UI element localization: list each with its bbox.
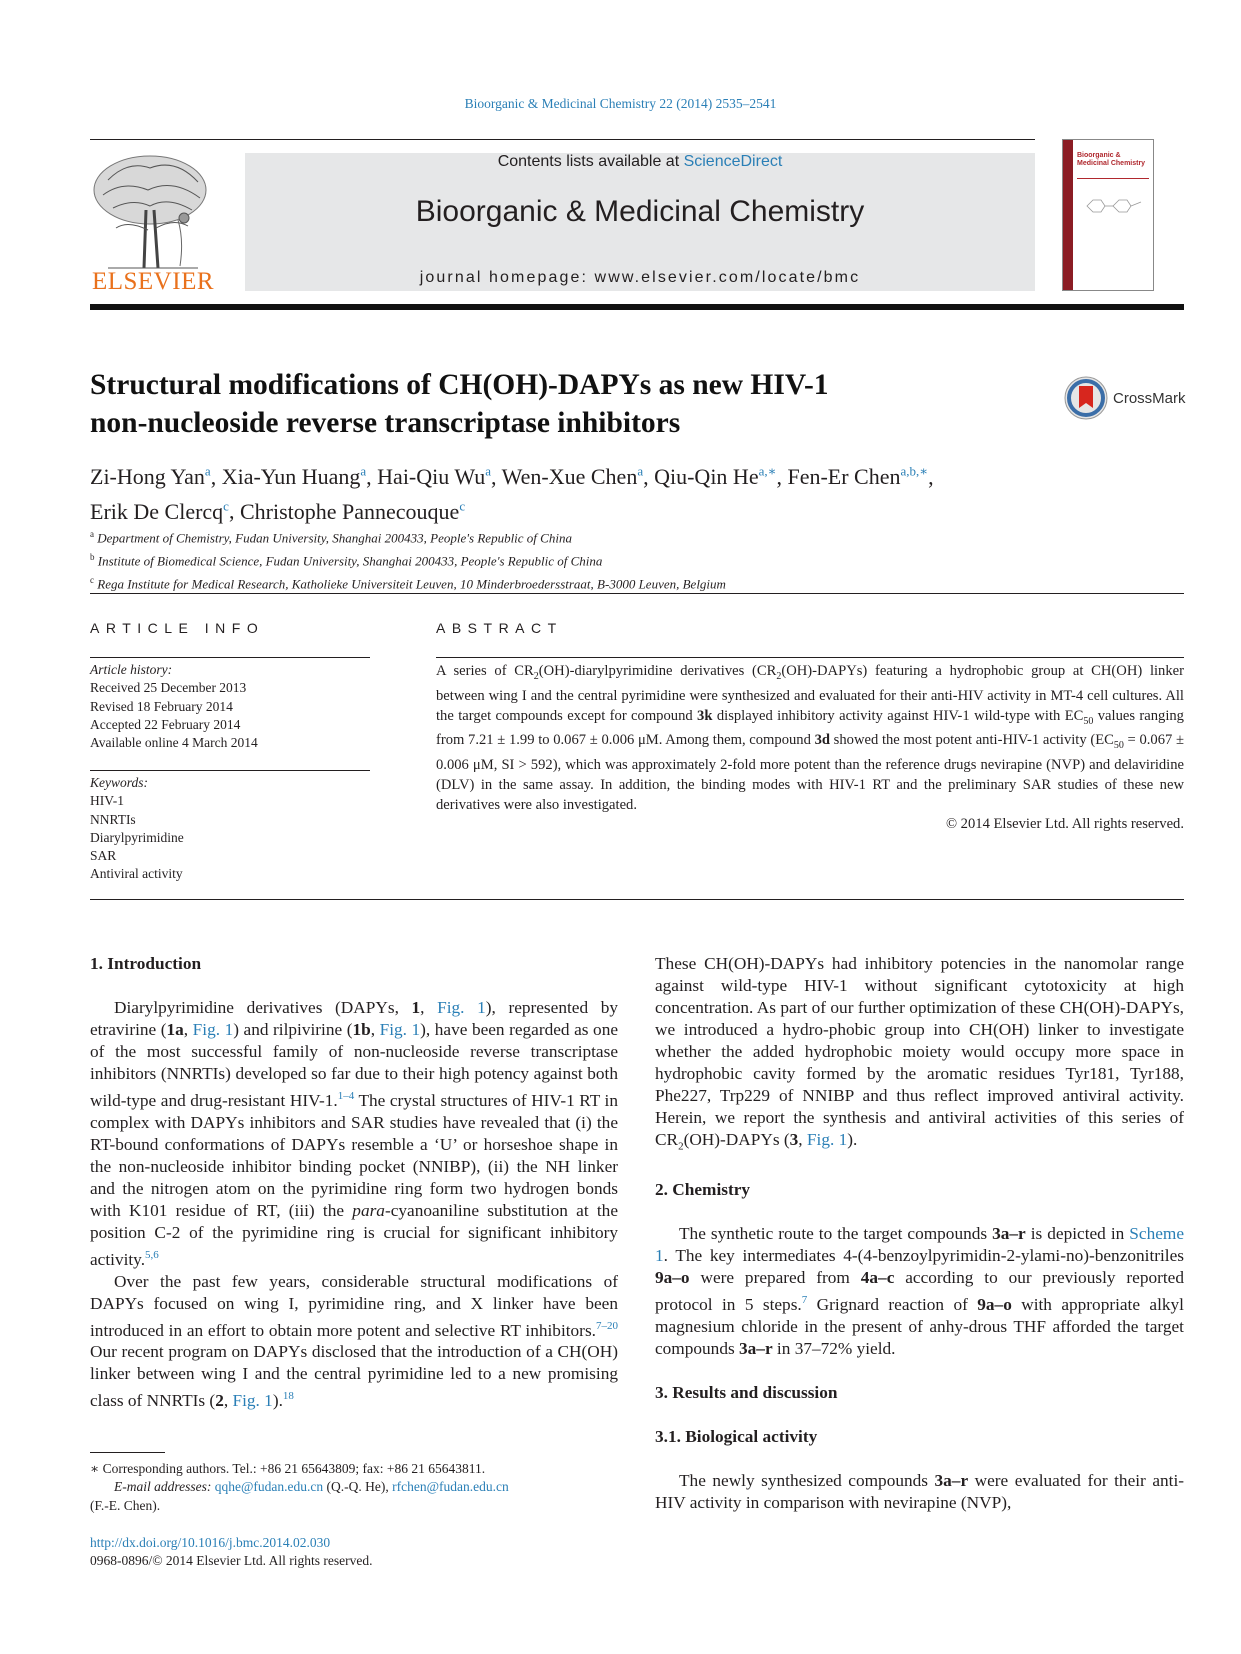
reference-link[interactable]: 7 xyxy=(801,1294,808,1307)
author-affiliation-mark[interactable]: a xyxy=(485,464,492,479)
author-affiliation-mark[interactable]: a,∗ xyxy=(758,464,777,479)
intro-paragraph-3: These CH(OH)-DAPYs had inhibitory potencies in the nanomolar range against wild-type HIV-1 without significant cytotoxicity at high concentration. As part of our further optimization of these CH(OH)-DAPYs, we introduced a hydro-phobic group into CH(OH) linker to investigate whether the added hydrophobic moiety would occupy more space in hydrophobic cavity formed by the aromatic residues Tyr181, Tyr188, Phe227, Trp229 of NNIBP and thus reflect improved antiviral activity. Herein, we report the synthesis and antiviral activities of this series of $CR_2(OH)$-DAPYs (3, Fig. 1). xyxy=(655,954,1184,1153)
reference-link[interactable]: 1–4 xyxy=(337,1090,355,1102)
history-label: Article history: xyxy=(90,662,173,677)
keywords-rule xyxy=(90,770,370,771)
article-title-line-2: non-nucleoside reverse transcriptase inhibitors xyxy=(90,407,681,439)
figure-1-link[interactable]: Fig. 1 xyxy=(232,1391,273,1411)
reference-link[interactable]: 5,6 xyxy=(145,1248,159,1261)
article-info-rule xyxy=(90,657,370,658)
header-thick-rule xyxy=(90,304,1184,310)
intro-paragraph-2: Over the past few years, considerable structural modifications of DAPYs focused on wing I, pyrimidine ring, and X linker have been introduced in an effort to obtain more potent and selective RT inhibitors.$^{7-20}$ Our recent program on DAPYs disclosed that the introduction of a CH(OH) linker between wing I and the central pyrimidine led to a new promising class of NNRTIs (2, Fig. 1).$^{18}$ xyxy=(90,1271,618,1411)
journal-homepage-link[interactable]: journal homepage: www.elsevier.com/locate/bmc xyxy=(419,269,861,286)
article-info-heading: ARTICLE INFO xyxy=(90,620,265,636)
contents-prefix: Contents lists available at xyxy=(497,153,684,170)
author[interactable]: Hai-Qiu Wu$^a$ xyxy=(377,464,492,490)
elsevier-wordmark: ELSEVIER xyxy=(91,268,215,295)
cover-rule xyxy=(1077,178,1149,179)
crossmark-badge[interactable] xyxy=(1063,375,1188,423)
keyword: NNRTIs xyxy=(90,811,136,827)
biological-activity-paragraph: The newly synthesized compounds 3a–r were evaluated for their anti-HIV activity in comparison with nevirapine (NVP), xyxy=(655,1471,1184,1513)
results-heading: 3. Results and discussion xyxy=(655,1383,838,1403)
figure-1-link[interactable]: Fig. 1 xyxy=(379,1020,421,1039)
journal-header-band xyxy=(245,153,1035,291)
biological-activity-heading: 3.1. Biological activity xyxy=(655,1427,818,1447)
journal-reference-link[interactable]: Bioorganic & Medicinal Chemistry 22 (2014) 2535–2541 xyxy=(464,96,777,111)
affiliation: $^a$ Department of Chemistry, Fudan University, Shanghai 200433, People's Republic of China xyxy=(90,529,572,546)
journal-cover-thumbnail[interactable] xyxy=(1062,139,1154,291)
article-title-line-1: Structural modifications of CH(OH)-DAPYs as new HIV-1 xyxy=(90,369,829,401)
cover-molecule-icon xyxy=(1079,192,1149,220)
abstract-copyright: © 2014 Elsevier Ltd. All rights reserved. xyxy=(945,816,1184,833)
keywords xyxy=(90,774,370,884)
author[interactable]: Zi-Hong Yan$^a$ xyxy=(90,464,211,490)
history-item: Available online 4 March 2014 xyxy=(90,735,258,751)
abstract-text: A series of $CR_2(OH)$-diarylpyrimidine derivatives $(CR_2(OH)-DAPYs)$ featuring a hydrophobic group at CH(OH) linker between wing I and the central pyrimidine were synthesized and evaluated for their anti-HIV activity in MT-4 cell cultures. All the target compounds except for compound 3k displayed inhibitory activity against HIV-1 wild-type with $EC_{50}$ values ranging from 7.21 ± 1.99 to 0.067 ± 0.006 μM. Among them, compound 3d showed the most potent anti-HIV-1 activity ($EC_{50} = 0.067 \pm 0.006$ μM, SI > 592), which was approximately 2-fold more potent than the reference drugs nevirapine (NVP) and delaviridine (DLV) in the same assay. In addition, the binding modes with HIV-1 RT and the preliminary SAR studies of these new derivatives were also investigated. © 2014 Elsevier Ltd. All rights reserved. xyxy=(436,662,1184,835)
figure-1-link[interactable]: Fig. 1 xyxy=(806,1130,848,1149)
corresponding-author-footnote: ∗ Corresponding authors. Tel.: +86 21 65643809; fax: +86 21 65643811. E-mail addresses: qqhe@fudan.edu.cn (Q.-Q. He), rfchen@fudan.edu.cn (F.-E. Chen). xyxy=(90,1461,509,1513)
author[interactable]: Qiu-Qin $He^{a,∗}$ xyxy=(654,464,777,490)
issn-line: 0968-0896/© 2014 Elsevier Ltd. All rights reserved. xyxy=(90,1553,373,1569)
cover-spine xyxy=(1063,140,1073,291)
body-left-column xyxy=(90,953,618,1412)
figure-1-link[interactable]: Fig. 1 xyxy=(437,998,486,1017)
author-affiliation-mark[interactable]: a xyxy=(204,464,211,479)
affiliation-rule xyxy=(90,593,1184,594)
crossmark-icon xyxy=(1063,375,1109,421)
introduction-heading: 1. Introduction xyxy=(90,954,202,973)
article-history xyxy=(90,661,370,752)
abstract-heading: ABSTRACT xyxy=(436,620,563,636)
keyword: SAR xyxy=(90,848,117,864)
email-link[interactable]: rfchen@fudan.edu.cn xyxy=(392,1479,509,1495)
author[interactable]: Wen-Xue Chen$^a$ xyxy=(501,464,644,490)
body-rule xyxy=(90,899,1184,900)
affiliation-list xyxy=(90,525,1090,593)
footnote-rule xyxy=(90,1452,165,1453)
doi-link[interactable]: http://dx.doi.org/10.1016/j.bmc.2014.02.030 xyxy=(90,1535,331,1550)
figure-1-link[interactable]: Fig. 1 xyxy=(192,1020,234,1039)
crossmark-label: CrossMark xyxy=(1113,390,1186,407)
doi-block xyxy=(90,1534,618,1571)
author[interactable]: Erik De Clercq$^c$ xyxy=(90,498,229,524)
author-affiliation-mark[interactable]: a,b,∗ xyxy=(900,464,929,479)
keyword: HIV-1 xyxy=(90,793,125,809)
chemistry-paragraph: The synthetic route to the target compounds 3a–r is depicted in Scheme 1. The key intermediates 4-(4-benzoylpyrimidin-2-ylami-no)-benzonitriles 9a–o were prepared from 4a–c according to our previously reported protocol in 5 steps.$^7$ Grignard reaction of 9a–o with appropriate alkyl magnesium chloride in the present of anhy-drous THF afforded the target compounds 3a–r in 37–72% yield. xyxy=(655,1224,1184,1359)
article-title xyxy=(90,366,990,442)
author[interactable]: Christophe Pannecouque$^c$ xyxy=(239,498,466,524)
author-affiliation-mark[interactable]: c xyxy=(459,498,466,514)
history-item: Received 25 December 2013 xyxy=(90,680,247,696)
keyword: Antiviral activity xyxy=(90,866,183,882)
author-affiliation-mark[interactable]: c xyxy=(223,498,229,514)
abstract-rule xyxy=(436,657,1184,658)
affiliation: $^c$ Rega Institute for Medical Research, Katholieke Universiteit Leuven, 10 Minderbroedersstraat, B-3000 Leuven, Belgium xyxy=(90,574,726,591)
intro-paragraph-1: Diarylpyrimidine derivatives (DAPYs, 1, Fig. 1), represented by etravirine (1a, Fig. 1) and rilpivirine (1b, Fig. 1), have been regarded as one of the most successful family of non-nucleoside reverse transcriptase inhibitors (NNRTIs) developed so far due to their high potency against both wild-type and drug-resistant HIV-1.$^{1-4}$ The crystal structures of HIV-1 RT in complex with DAPYs inhibitors and SAR studies have revealed that (i) the RT-bound conformations of DAPYs resemble a ‘U’ or horseshoe shape in the non-nucleoside inhibitor binding pocket (NNIBP), (ii) the NH linker and the nitrogen atom on the pyrimidine ring form two hydrogen bonds with K101 residue of RT, (iii) the para-cyanoaniline substitution at the position C-2 of the pyrimidine ring is crucial for significant inhibitory activity.$^{5,6}$ xyxy=(90,998,619,1269)
author[interactable]: Xia-Yun Huang$^a$ xyxy=(221,464,367,490)
elsevier-logo xyxy=(88,150,218,295)
history-item: Accepted 22 February 2014 xyxy=(90,716,241,732)
sciencedirect-link[interactable]: ScienceDirect xyxy=(683,153,783,170)
history-item: Revised 18 February 2014 xyxy=(90,698,233,714)
header-rule xyxy=(90,139,1035,140)
journal-name: Bioorganic & Medicinal Chemistry xyxy=(415,195,865,228)
email-link[interactable]: qqhe@fudan.edu.cn xyxy=(214,1479,324,1495)
chemistry-heading: 2. Chemistry xyxy=(655,1180,751,1200)
keyword: Diarylpyrimidine xyxy=(90,829,184,845)
author-affiliation-mark[interactable]: a xyxy=(637,464,644,479)
author[interactable]: Fen-Er Chen$^{a,b,∗}$ xyxy=(787,464,929,490)
reference-link[interactable]: 18 xyxy=(282,1390,294,1403)
scheme-1-link[interactable]: Scheme 1 xyxy=(655,1224,1184,1266)
author-list: Zi-Hong Yan$^a$, Xia-Yun Huang$^a$, Hai-Qiu Wu$^a$, Wen-Xue Chen$^a$, Qiu-Qin $He^{a,∗}$, Fen-Er Chen$^{a,b,∗}$, Erik De Clercq$^c$, Christophe Pannecouque$^c$ xyxy=(90,464,934,524)
body-right-column xyxy=(655,953,1184,1514)
author-affiliation-mark[interactable]: a xyxy=(360,464,367,479)
reference-link[interactable]: 7–20 xyxy=(596,1319,618,1332)
contents-line xyxy=(245,153,1035,171)
affiliation: $^b$ Institute of Biomedical Science, Fudan University, Shanghai 200433, People's Republic of China xyxy=(90,551,603,569)
keywords-label: Keywords: xyxy=(90,775,148,790)
cover-title: Bioorganic & Medicinal Chemistry xyxy=(1077,152,1146,167)
